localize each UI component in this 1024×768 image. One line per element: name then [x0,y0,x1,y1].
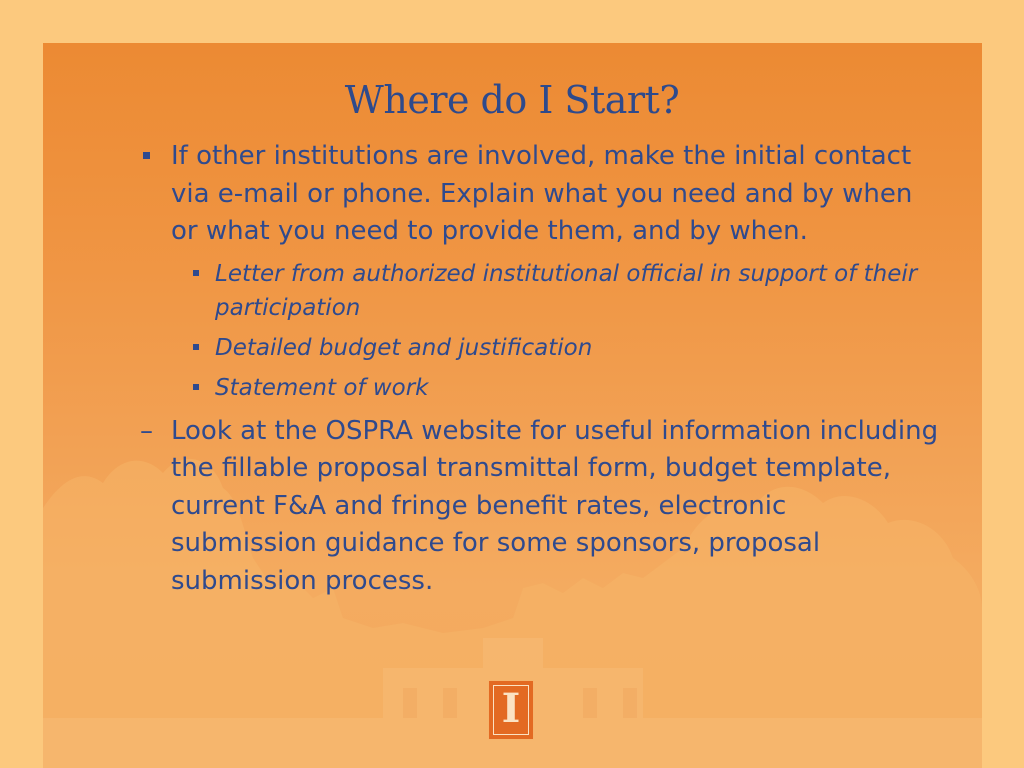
logo-letter: I [501,685,521,732]
square-bullet-icon [193,344,199,350]
bullet-item-level-2 [140,257,940,325]
block-i-logo-icon [488,680,534,740]
bullet-text: Look at the OSPRA website for useful information including the fillable proposal transmittal form, budget template, current F&A and fringe benefit rates, electronic submission guidance for some sponsors, proposal submission process. [171,415,939,596]
bullet-item-level-1 [140,138,940,251]
bullet-text: Letter from authorized institutional official in support of their participation [215,260,918,321]
bullet-list [140,138,940,600]
bullet-text: Statement of work [215,374,429,401]
square-bullet-icon [193,384,199,390]
bullet-item-level-1 [140,413,940,601]
dash-bullet-icon: – [140,415,153,446]
square-bullet-icon [193,270,199,276]
slide-title: Where do I Start? [344,78,680,122]
bullet-text: Detailed budget and justification [215,334,593,361]
square-bullet-icon [143,152,150,159]
bullet-item-level-2 [140,331,940,365]
bullet-item-level-2 [140,371,940,405]
bullet-text: If other institutions are involved, make the initial contact via e-mail or phone. Explain what you need and by when or what you need to provide them, and by when. [171,141,913,246]
